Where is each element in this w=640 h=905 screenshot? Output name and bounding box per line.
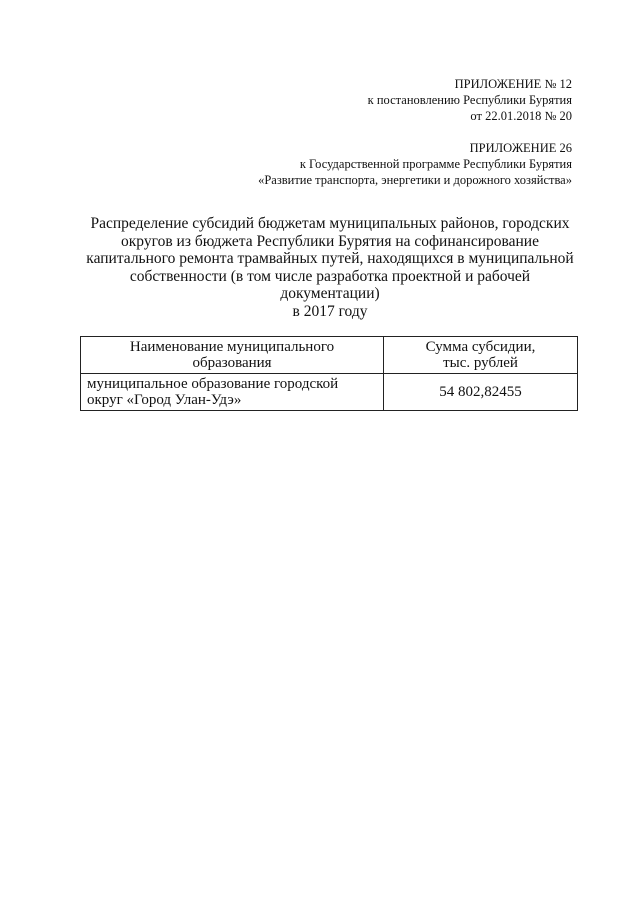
appendix-26-heading: ПРИЛОЖЕНИЕ 26 <box>469 141 572 155</box>
appendix-26-line-2: «Развитие транспорта, энергетики и дорожного хозяйства» <box>258 173 572 187</box>
municipality-name-line: муниципальное образование городской <box>87 376 339 392</box>
title-line: документации) <box>280 285 380 302</box>
header-municipality-name <box>81 337 384 374</box>
title-line: капитального ремонта трамвайных путей, находящихся в муниципальной <box>86 250 574 267</box>
appendix-12-block <box>368 76 572 124</box>
subsidy-sum-cell: 54 802,82455 <box>384 374 578 411</box>
document-title <box>80 215 580 320</box>
header-subsidy-sum <box>384 337 578 374</box>
subsidy-table <box>80 336 578 411</box>
appendix-12-heading: ПРИЛОЖЕНИЕ № 12 <box>454 77 572 91</box>
header-sum-line: тыс. рублей <box>443 355 518 371</box>
table-row <box>81 374 578 411</box>
appendix-26-line-1: к Государственной программе Республики Бурятия <box>299 157 572 171</box>
municipality-name-line: округ «Город Улан-Удэ» <box>87 392 242 408</box>
appendix-26-block <box>258 140 572 188</box>
title-line: в 2017 году <box>292 302 368 320</box>
appendix-12-line-2: от 22.01.2018 № 20 <box>470 109 572 123</box>
appendix-12-line-1: к постановлению Республики Бурятия <box>367 93 572 107</box>
table-header-row <box>81 337 578 374</box>
title-line: собственности (в том числе разработка проектной и рабочей <box>129 267 531 285</box>
header-name-line: Наименование муниципального <box>129 339 335 355</box>
title-line: Распределение субсидий бюджетам муниципальных районов, городских <box>90 215 570 232</box>
title-line: округов из бюджета Республики Бурятия на софинансирование <box>121 232 539 250</box>
header-name-line: образования <box>192 355 272 371</box>
municipality-name-cell <box>81 374 384 411</box>
header-sum-line: Сумма субсидии, <box>425 339 536 355</box>
